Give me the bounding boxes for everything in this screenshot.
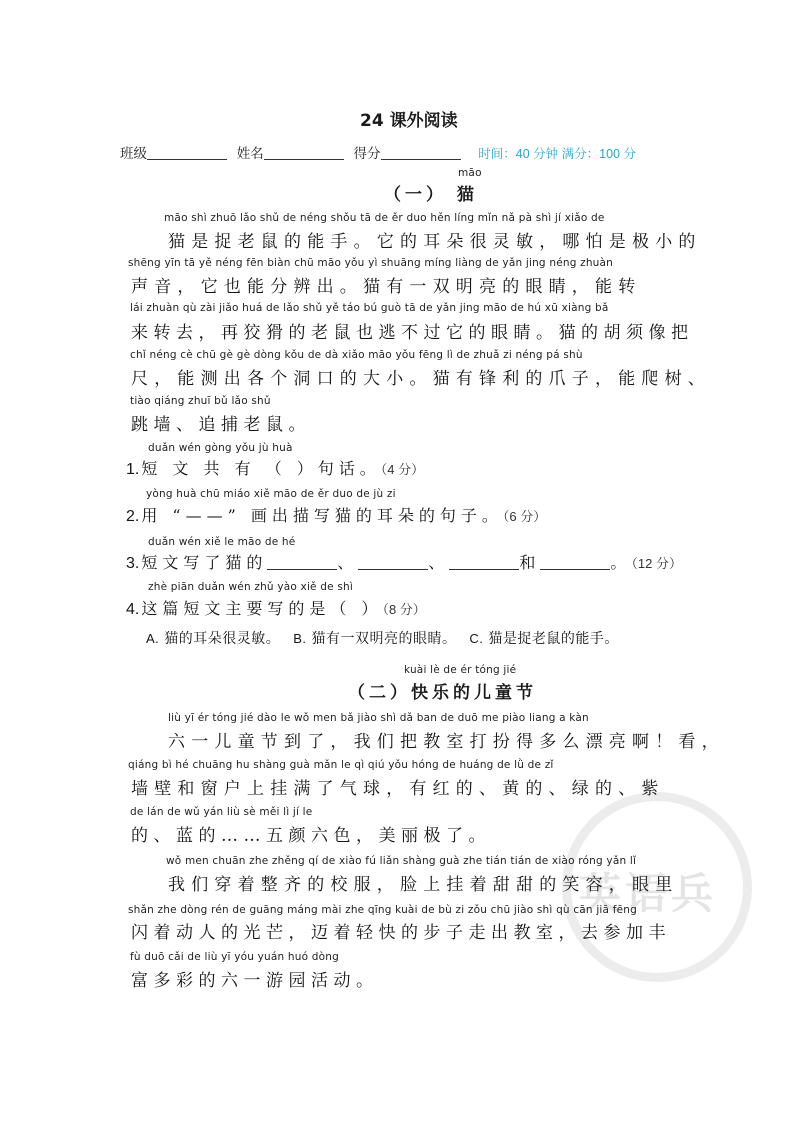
passage2-line-5: 闪着动人的光芒，迈着轻快的步子走出教室，去参加丰 bbox=[131, 923, 671, 943]
separator: 、 bbox=[428, 553, 450, 572]
passage2-pinyin-6: fù duō cǎi de liù yī yóu yuán huó dòng bbox=[130, 951, 339, 963]
question-3-text: 短文写了猫的 bbox=[141, 553, 268, 572]
section2-heading: （二）快乐的儿童节 bbox=[348, 683, 537, 703]
passage2-pinyin-3: de lán de wǔ yán liù sè měi lì jí le bbox=[130, 806, 313, 818]
page-title: 24 课外阅读 bbox=[360, 111, 458, 131]
option-b-label: B. bbox=[293, 631, 307, 646]
question-3-and: 和 bbox=[519, 553, 541, 572]
student-info-row bbox=[120, 142, 636, 162]
option-b[interactable]: 猫有一双明亮的眼睛。 bbox=[311, 631, 457, 647]
time-info: 时间：40 分钟 满分：100 分 bbox=[478, 147, 636, 161]
question-2-text: 用 “——” 画出描写猫的耳朵的句子。 bbox=[141, 506, 503, 525]
question-2 bbox=[126, 503, 546, 526]
passage2-pinyin-2: qiáng bì hé chuāng hu shàng guà mǎn le qì qiú yǒu hóng de huáng de lǜ de zǐ bbox=[128, 759, 554, 771]
question-4 bbox=[126, 596, 426, 619]
answer-blank-4[interactable] bbox=[540, 555, 610, 570]
section1-heading: （一） 猫 bbox=[384, 185, 478, 205]
section2-heading-pinyin: kuài lè de ér tóng jié bbox=[404, 664, 517, 676]
passage2-line-2: 墙壁和窗户上挂满了气球，有红的、黄的、绿的、紫 bbox=[131, 779, 665, 799]
answer-blank-2[interactable] bbox=[358, 555, 428, 570]
question-3-number: 3. bbox=[126, 555, 140, 572]
question-4-text: 这篇短文主要写的是（ ） bbox=[141, 599, 383, 618]
question-3 bbox=[126, 550, 682, 573]
passage2-pinyin-5: shǎn zhe dòng rén de guāng máng mài zhe qīng kuài de bù zi zǒu chū jiào shì qù cān jiā fēng bbox=[128, 904, 638, 916]
name-label: 姓名 bbox=[236, 146, 264, 161]
passage2-pinyin-1: liù yī ér tóng jié dào le wǒ men bǎ jiào shì dǎ ban de duō me piào liang a kàn bbox=[168, 712, 589, 724]
option-c[interactable]: 猫是捉老鼠的能手。 bbox=[488, 631, 619, 647]
passage2-line-6: 富多彩的六一游园活动。 bbox=[131, 971, 379, 991]
passage1-pinyin-1: māo shì zhuō lǎo shǔ de néng shǒu tā de ěr duo hěn líng mǐn nǎ pà shì jí xiǎo de bbox=[164, 212, 605, 224]
score-label: 得分 bbox=[353, 146, 381, 161]
passage1-pinyin-3: lái zhuàn qù zài jiǎo huá de lǎo shǔ yě táo bú guò tā de yǎn jing māo de hú xū xiàng bǎ bbox=[130, 302, 609, 314]
question-4-options bbox=[146, 628, 619, 648]
question2-pinyin: yòng huà chū miáo xiě māo de ěr duo de jù zi bbox=[146, 488, 396, 500]
question1-pinyin: duǎn wén gòng yǒu jù huà bbox=[148, 442, 293, 454]
passage2-pinyin-4: wǒ men chuān zhe zhěng qí de xiào fú liǎn shàng guà zhe tián tián de xiào róng yǎn lǐ bbox=[166, 855, 637, 867]
passage1-pinyin-2: shēng yīn tā yě néng fēn biàn chū māo yǒu yì shuāng míng liàng de yǎn jing néng zhuàn bbox=[128, 257, 614, 269]
score-field[interactable] bbox=[381, 145, 461, 160]
passage1-pinyin-4: chǐ néng cè chū gè gè dòng kǒu de dà xiǎo māo yǒu fēng lì de zhuǎ zi néng pá shù bbox=[130, 349, 583, 361]
passage1-pinyin-5: tiào qiáng zhuī bǔ lǎo shǔ bbox=[130, 395, 271, 407]
question-1-score: （4 分） bbox=[380, 462, 425, 477]
question4-pinyin: zhè piān duǎn wén zhǔ yào xiě de shì bbox=[148, 581, 353, 593]
option-a[interactable]: 猫的耳朵很灵敏。 bbox=[164, 631, 281, 647]
passage2-line-4: 我们穿着整齐的校服，脸上挂着甜甜的笑容，眼里 bbox=[168, 875, 679, 895]
separator: 、 bbox=[337, 553, 359, 572]
passage1-line-4: 尺，能测出各个洞口的大小。猫有锋利的爪子，能爬树、 bbox=[131, 369, 711, 389]
class-label: 班级 bbox=[120, 146, 147, 161]
passage2-line-1: 六一儿童节到了，我们把教室打扮得多么漂亮啊！看， bbox=[168, 732, 725, 752]
question3-pinyin: duǎn wén xiě le māo de hé bbox=[148, 536, 296, 548]
question-1-number: 1. bbox=[126, 461, 140, 478]
answer-blank-1[interactable] bbox=[267, 555, 337, 570]
passage1-line-3: 来转去，再狡猾的老鼠也逃不过它的眼睛。猫的胡须像把 bbox=[131, 323, 694, 343]
class-field[interactable] bbox=[147, 145, 227, 160]
question-3-end: 。 bbox=[610, 553, 632, 572]
question-2-score: （6 分） bbox=[502, 509, 547, 524]
option-a-label: A. bbox=[146, 631, 160, 646]
option-c-label: C. bbox=[469, 631, 484, 646]
section1-heading-pinyin: māo bbox=[458, 167, 482, 179]
question-1-text: 短 文 共 有 （ ）句话。 bbox=[141, 459, 381, 478]
passage1-line-1: 猫是捉老鼠的能手。它的耳朵很灵敏，哪怕是极小的 bbox=[168, 232, 702, 252]
question-4-number: 4. bbox=[126, 601, 140, 618]
passage1-line-5: 跳墙、追捕老鼠。 bbox=[131, 415, 311, 435]
name-field[interactable] bbox=[264, 145, 344, 160]
passage1-line-2: 声音，它也能分辨出。猫有一双明亮的眼睛，能转 bbox=[131, 277, 642, 297]
passage2-line-3: 的、蓝的……五颜六色，美丽极了。 bbox=[131, 826, 491, 846]
answer-blank-3[interactable] bbox=[449, 555, 519, 570]
question-3-score: （12 分） bbox=[631, 556, 682, 571]
question-4-score: （8 分） bbox=[382, 602, 426, 617]
watermark-text: 英语兵 bbox=[579, 869, 718, 918]
question-1 bbox=[126, 456, 424, 479]
question-2-number: 2. bbox=[126, 508, 140, 525]
